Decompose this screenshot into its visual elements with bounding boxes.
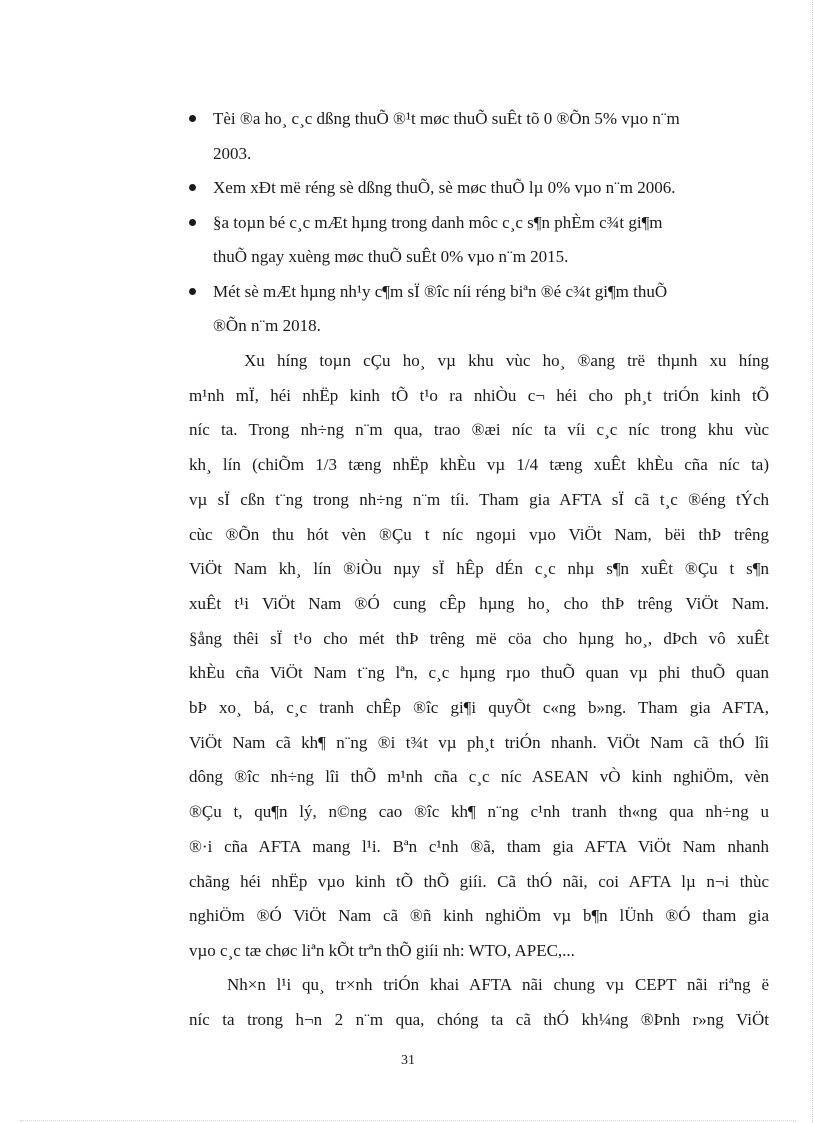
paragraph-line: m¹nh mÏ, héi nhËp kinh tÕ t¹o ra nhiÒu c¬ héi cho ph¸t triÓn kinh tÕ bbox=[189, 385, 769, 405]
page-bottom-edge bbox=[20, 1120, 796, 1121]
bullet-dot-icon bbox=[189, 184, 196, 191]
bullet-dot-icon bbox=[189, 219, 196, 226]
paragraph-line: Nh×n l¹i qu¸ tr×nh triÓn khai AFTA nãi chung vµ CEPT nãi riªng ë bbox=[227, 975, 769, 994]
paragraph-line: ViÖt Nam kh¸ lín ®iÒu nµy sÏ hÊp dÉn c¸c nhµ s¶n xuÊt ®Çu t s¶n bbox=[189, 559, 769, 579]
bullet-line: thuÕ ngay xuèng møc thuÕ suÊt 0% vµo n¨m 2015. bbox=[213, 247, 569, 266]
paragraph-line: §ång thêi sÏ t¹o cho mét thÞ trêng më cöa cho hµng ho¸, dÞch vô xuÊt bbox=[189, 628, 769, 648]
paragraph-line: vµo c¸c tæ chøc liªn kÕt trªn thÕ giíi nh: WTO, APEC,... bbox=[189, 940, 575, 960]
bullet-line: Tèi ®a ho¸ c¸c dßng thuÕ ®¹t møc thuÕ suÊt tõ 0 ®Õn 5% vµo n¨m bbox=[213, 109, 680, 128]
paragraph-line: ViÖt Nam cã kh¶ n¨ng ®i t¾t vµ ph¸t triÓn nhanh. ViÖt Nam cã thÓ lîi bbox=[189, 732, 769, 752]
paragraph-main bbox=[189, 344, 769, 969]
page-number: 31 bbox=[401, 1053, 415, 1068]
paragraph-continued bbox=[189, 968, 769, 1037]
paragraph-line: bÞ xo¸ bá, c¸c tranh chÊp ®îc gi¶i quyÕt c«ng b»ng. Tham gia AFTA, bbox=[189, 698, 769, 718]
bullet-item bbox=[189, 102, 769, 171]
paragraph-line: khÈu cña ViÖt Nam t¨ng lªn, c¸c hµng rµo thuÕ quan vµ phi thuÕ quan bbox=[189, 663, 769, 683]
paragraph-line: Xu híng toµn cÇu ho¸ vµ khu vùc ho¸ ®ang trë thµnh xu híng bbox=[244, 351, 769, 370]
bullet-line: Mét sè mÆt hµng nh¹y c¶m sÏ ®îc níi réng biªn ®é c¾t gi¶m thuÕ bbox=[213, 281, 668, 301]
page-right-edge bbox=[812, 0, 813, 1123]
bullet-line: §a toµn bé c¸c mÆt hµng trong danh môc c¸c s¶n phÈm c¾t gi¶m bbox=[213, 212, 663, 232]
bullet-line: 2003. bbox=[213, 143, 252, 163]
bullet-line: Xem xÐt më réng sè dßng thuÕ, sè møc thuÕ lµ 0% vµo n¨m 2006. bbox=[213, 178, 676, 197]
body-text bbox=[189, 102, 769, 344]
paragraph-line: vµ sÏ cßn t¨ng trong nh÷ng n¨m tíi. Tham gia AFTA sÏ cã t¸c ®éng tÝch bbox=[189, 489, 769, 509]
bullet-item bbox=[189, 206, 769, 275]
paragraph-line: chãng héi nhËp vµo kinh tÕ thÕ giíi. Cã thÓ nãi, coi AFTA lµ n¬i thùc bbox=[189, 871, 769, 891]
paragraph-line: xuÊt t¹i ViÖt Nam ®Ó cung cÊp hµng ho¸ cho thÞ trêng ViÖt Nam. bbox=[189, 593, 769, 613]
paragraph-line: níc ta trong h¬n 2 n¨m qua, chóng ta cã thÓ kh¼ng ®Þnh r»ng ViÖt bbox=[189, 1009, 769, 1029]
paragraph-line: kh¸ lín (chiÕm 1/3 tæng nhËp khÈu vµ 1/4 tæng xuÊt khÈu cña níc ta) bbox=[189, 455, 769, 475]
bullet-dot-icon bbox=[189, 115, 196, 122]
paragraph-line: ®Çu t, qu¶n lý, n©ng cao ®îc kh¶ n¨ng c¹nh tranh th«ng qua nh÷ng u bbox=[189, 802, 769, 822]
bullet-line: ®Õn n¨m 2018. bbox=[213, 316, 321, 335]
paragraph-line: níc ta. Trong nh÷ng n¨m qua, trao ®æi níc ta víi c¸c níc trong khu vùc bbox=[189, 420, 769, 440]
bullet-dot-icon bbox=[189, 288, 196, 295]
bullet-item bbox=[189, 275, 769, 344]
paragraph-line: nghiÖm ®Ó ViÖt Nam cã ®ñ kinh nghiÖm vµ b¶n lÜnh ®Ó tham gia bbox=[189, 906, 769, 926]
bullet-item bbox=[189, 171, 769, 206]
paragraph-line: ®·i cña AFTA mang l¹i. Bªn c¹nh ®ã, tham gia AFTA ViÖt Nam nhanh bbox=[189, 836, 769, 856]
paragraph-line: dông ®îc nh÷ng lîi thÕ m¹nh cña c¸c níc ASEAN vÒ kinh nghiÖm, vèn bbox=[189, 767, 769, 787]
paragraph-line: cùc ®Õn thu hót vèn ®Çu t níc ngoµi vµo ViÖt Nam, bëi thÞ trêng bbox=[189, 524, 769, 544]
